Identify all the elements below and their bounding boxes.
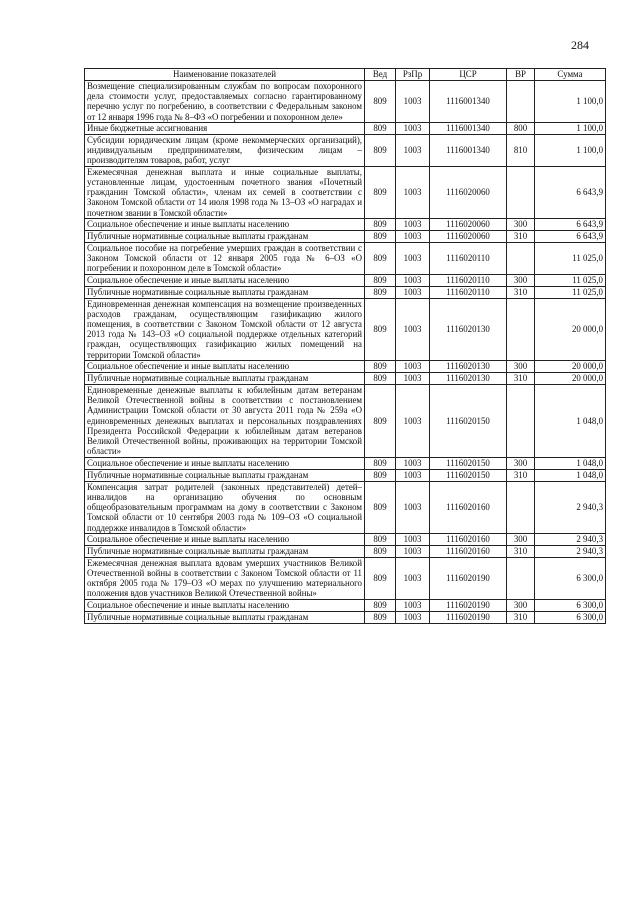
row-sum: 2 940,3 — [535, 481, 606, 533]
row-name: Публичные нормативные социальные выплаты гражданам — [85, 611, 365, 623]
row-vr — [507, 166, 535, 218]
row-vr — [507, 81, 535, 123]
row-csr: 1116020110 — [430, 242, 507, 274]
row-name: Социальное обеспечение и иные выплаты населению — [85, 360, 365, 372]
table-row — [85, 372, 606, 384]
row-csr: 1116001340 — [430, 134, 507, 166]
row-name: Единовременная денежная компенсация на возмещение произведенных расходов гражданам, осуществляющим газификацию жилого помещения, в соответствии с Законом Томской области от 12 августа 2013 года № 143–ОЗ «О социальной поддержке отдельных категорий граждан, осуществляющих газификацию жилых помещений на территории Томской области» — [85, 298, 365, 360]
row-ved: 809 — [365, 557, 396, 599]
row-name: Публичные нормативные социальные выплаты гражданам — [85, 230, 365, 242]
page-number: 284 — [571, 38, 589, 52]
row-rzpr: 1003 — [396, 298, 430, 360]
row-sum: 1 100,0 — [535, 122, 606, 134]
table-row — [85, 384, 606, 457]
row-name: Публичные нормативные социальные выплаты гражданам — [85, 372, 365, 384]
row-sum: 1 100,0 — [535, 81, 606, 123]
row-ved: 809 — [365, 611, 396, 623]
row-vr — [507, 481, 535, 533]
row-sum: 11 025,0 — [535, 242, 606, 274]
row-name: Публичные нормативные социальные выплаты гражданам — [85, 286, 365, 298]
row-ved: 809 — [365, 230, 396, 242]
row-csr: 1116020190 — [430, 599, 507, 611]
row-vr — [507, 557, 535, 599]
row-ved: 809 — [365, 134, 396, 166]
row-rzpr: 1003 — [396, 533, 430, 545]
table-row — [85, 457, 606, 469]
row-ved: 809 — [365, 481, 396, 533]
row-rzpr: 1003 — [396, 81, 430, 123]
row-csr: 1116020190 — [430, 611, 507, 623]
row-rzpr: 1003 — [396, 218, 430, 230]
row-name: Социальное обеспечение и иные выплаты населению — [85, 274, 365, 286]
table-row — [85, 242, 606, 274]
row-ved: 809 — [365, 360, 396, 372]
row-ved: 809 — [365, 533, 396, 545]
row-name: Единовременные денежные выплаты к юбилейным датам ветеранам Великой Отечественной войны в соответствии с постановлением Администрации Томской области от 30 августа 2011 года № 259а «О единовременных денежных выплатах и персональных поздравлениях Президента Российской Федерации к юбилейным датам ветеранов Великой Отечественной войны, проживающих на территории Томской области» — [85, 384, 365, 457]
row-csr: 1116020150 — [430, 457, 507, 469]
row-name: Социальное обеспечение и иные выплаты населению — [85, 533, 365, 545]
row-rzpr: 1003 — [396, 122, 430, 134]
row-sum: 20 000,0 — [535, 298, 606, 360]
row-sum: 20 000,0 — [535, 372, 606, 384]
row-rzpr: 1003 — [396, 599, 430, 611]
row-sum: 1 100,0 — [535, 134, 606, 166]
row-ved: 809 — [365, 545, 396, 557]
row-vr: 310 — [507, 545, 535, 557]
table-row — [85, 469, 606, 481]
row-vr: 300 — [507, 360, 535, 372]
row-vr: 300 — [507, 457, 535, 469]
row-sum: 11 025,0 — [535, 274, 606, 286]
row-name: Иные бюджетные ассигнования — [85, 122, 365, 134]
row-ved: 809 — [365, 218, 396, 230]
table-row — [85, 286, 606, 298]
row-sum: 6 300,0 — [535, 611, 606, 623]
row-rzpr: 1003 — [396, 230, 430, 242]
row-ved: 809 — [365, 274, 396, 286]
header-ved: Вед — [365, 69, 396, 81]
row-csr: 1116020150 — [430, 469, 507, 481]
row-csr: 1116020130 — [430, 372, 507, 384]
row-name: Ежемесячная денежная выплата и иные социальные выплаты, установленные лицам, удостоенным почетного звания «Почетный гражданин Томской области», членам их семей в соответствии с Законом Томской области от 14 июля 1998 года № 13–ОЗ «О наградах и почетном звании в Томской области» — [85, 166, 365, 218]
row-sum: 11 025,0 — [535, 286, 606, 298]
row-sum: 6 643,9 — [535, 166, 606, 218]
row-sum: 1 048,0 — [535, 469, 606, 481]
row-rzpr: 1003 — [396, 557, 430, 599]
row-csr: 1116020150 — [430, 384, 507, 457]
row-vr: 300 — [507, 599, 535, 611]
table-row — [85, 533, 606, 545]
row-csr: 1116001340 — [430, 81, 507, 123]
header-name: Наименование показателей — [85, 69, 365, 81]
row-name: Социальное обеспечение и иные выплаты населению — [85, 599, 365, 611]
row-csr: 1116020130 — [430, 298, 507, 360]
row-sum: 20 000,0 — [535, 360, 606, 372]
row-ved: 809 — [365, 81, 396, 123]
table-header-row — [85, 69, 606, 81]
row-sum: 6 643,9 — [535, 218, 606, 230]
row-rzpr: 1003 — [396, 481, 430, 533]
row-vr — [507, 384, 535, 457]
row-name: Социальное обеспечение и иные выплаты населению — [85, 457, 365, 469]
row-rzpr: 1003 — [396, 611, 430, 623]
table-row — [85, 298, 606, 360]
row-ved: 809 — [365, 122, 396, 134]
row-name: Социальное пособие на погребение умерших граждан в соответствии с Законом Томской области от 12 января 2005 года № 6–ОЗ «О погребении и похоронном деле в Томской области» — [85, 242, 365, 274]
table-row — [85, 557, 606, 599]
row-csr: 1116001340 — [430, 122, 507, 134]
row-vr: 310 — [507, 372, 535, 384]
row-sum: 1 048,0 — [535, 384, 606, 457]
row-rzpr: 1003 — [396, 274, 430, 286]
row-csr: 1116020060 — [430, 218, 507, 230]
row-sum: 6 300,0 — [535, 599, 606, 611]
row-rzpr: 1003 — [396, 545, 430, 557]
row-sum: 6 300,0 — [535, 557, 606, 599]
row-name: Публичные нормативные социальные выплаты гражданам — [85, 545, 365, 557]
row-ved: 809 — [365, 469, 396, 481]
table-row — [85, 545, 606, 557]
row-csr: 1116020160 — [430, 533, 507, 545]
row-sum: 2 940,3 — [535, 533, 606, 545]
row-csr: 1116020160 — [430, 481, 507, 533]
row-csr: 1116020060 — [430, 166, 507, 218]
row-sum: 2 940,3 — [535, 545, 606, 557]
table-row — [85, 481, 606, 533]
table-row — [85, 360, 606, 372]
row-csr: 1116020110 — [430, 274, 507, 286]
row-name: Субсидии юридическим лицам (кроме некоммерческих организаций), индивидуальным предпринимателям, физическим лицам – производителям товаров, работ, услуг — [85, 134, 365, 166]
row-csr: 1116020060 — [430, 230, 507, 242]
table-row — [85, 166, 606, 218]
row-ved: 809 — [365, 298, 396, 360]
row-rzpr: 1003 — [396, 286, 430, 298]
row-ved: 809 — [365, 242, 396, 274]
row-csr: 1116020130 — [430, 360, 507, 372]
row-ved: 809 — [365, 599, 396, 611]
row-vr: 300 — [507, 533, 535, 545]
row-ved: 809 — [365, 286, 396, 298]
row-rzpr: 1003 — [396, 457, 430, 469]
row-name: Возмещение специализированным службам по вопросам похоронного дела стоимости услуг, предоставляемых согласно гарантированному перечню услуг по погребению, в соответствии с Федеральным законом от 12 января 1996 года № 8–ФЗ «О погребении и похоронном деле» — [85, 81, 365, 123]
row-rzpr: 1003 — [396, 469, 430, 481]
table-row — [85, 122, 606, 134]
row-name: Социальное обеспечение и иные выплаты населению — [85, 218, 365, 230]
row-name: Ежемесячная денежная выплата вдовам умерших участников Великой Отечественной войны в соответствии с Законом Томской области от 11 октября 2005 года № 179–ОЗ «О мерах по улучшению материального положения вдов участников Великой Отечественной войны» — [85, 557, 365, 599]
row-name: Публичные нормативные социальные выплаты гражданам — [85, 469, 365, 481]
table-row — [85, 611, 606, 623]
budget-table — [84, 68, 606, 624]
table-row — [85, 230, 606, 242]
row-rzpr: 1003 — [396, 134, 430, 166]
row-vr: 310 — [507, 286, 535, 298]
table-row — [85, 81, 606, 123]
table-row — [85, 134, 606, 166]
row-vr: 800 — [507, 122, 535, 134]
table-body — [85, 81, 606, 624]
header-rzpr: РзПр — [396, 69, 430, 81]
row-vr: 310 — [507, 230, 535, 242]
row-csr: 1116020160 — [430, 545, 507, 557]
row-rzpr: 1003 — [396, 384, 430, 457]
row-ved: 809 — [365, 384, 396, 457]
row-name: Компенсация затрат родителей (законных представителей) детей–инвалидов на организацию обучения по основным общеобразовательным программам на дому в соответствии с Законом Томской области от 10 сентября 2003 года № 109–ОЗ «О социальной поддержке инвалидов в Томской области» — [85, 481, 365, 533]
row-ved: 809 — [365, 457, 396, 469]
row-vr: 310 — [507, 469, 535, 481]
row-rzpr: 1003 — [396, 372, 430, 384]
row-csr: 1116020190 — [430, 557, 507, 599]
row-sum: 6 643,9 — [535, 230, 606, 242]
row-vr: 810 — [507, 134, 535, 166]
row-ved: 809 — [365, 372, 396, 384]
row-vr: 300 — [507, 274, 535, 286]
row-vr — [507, 242, 535, 274]
row-rzpr: 1003 — [396, 242, 430, 274]
table-row — [85, 218, 606, 230]
table-row — [85, 274, 606, 286]
row-csr: 1116020110 — [430, 286, 507, 298]
row-vr: 310 — [507, 611, 535, 623]
header-sum: Сумма — [535, 69, 606, 81]
row-vr: 300 — [507, 218, 535, 230]
row-rzpr: 1003 — [396, 166, 430, 218]
row-vr — [507, 298, 535, 360]
row-sum: 1 048,0 — [535, 457, 606, 469]
table-row — [85, 599, 606, 611]
row-rzpr: 1003 — [396, 360, 430, 372]
header-vr: ВР — [507, 69, 535, 81]
header-csr: ЦСР — [430, 69, 507, 81]
row-ved: 809 — [365, 166, 396, 218]
